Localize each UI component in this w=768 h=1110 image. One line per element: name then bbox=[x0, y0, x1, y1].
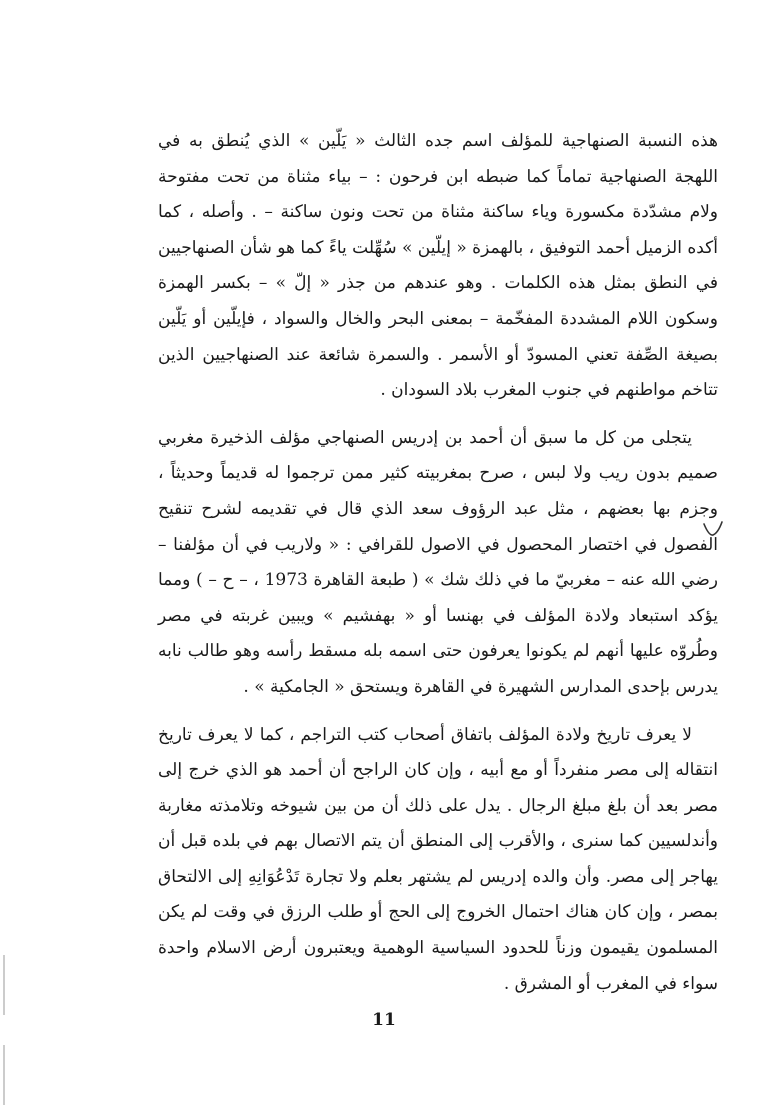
body-text bbox=[158, 124, 718, 1002]
paragraph-3: لا يعرف تاريخ ولادة المؤلف باتفاق أصحاب كتب التراجم ، كما لا يعرف تاريخ انتقاله إلى مصر منفرداً أو مع أبيه ، وإن كان الراجح أن أحمد هو الذي خرج إلى مصر بعد أن بلغ مبلغ الرجال . يدل على ذلك أن من بين شيوخه وتلامذته مغاربة وأندلسيين كما سنرى ، والأقرب إلى المنطق أن يتم الاتصال بهم في بلده قبل أن يهاجر إلى مصر. وأن والده إدريس لم يشتهر بعلم ولا تجارة تَدْعُوَانِهِ إلى الالتحاق بمصر ، وإن كان هناك احتمال الخروج إلى الحج أو طلب الرزق في وقت لم يكن المسلمون يقيمون وزناً للحدود السياسية الوهمية ويعتبرون أرض الاسلام واحدة سواء في المغرب أو المشرق . bbox=[158, 724, 718, 994]
scan-edge-line bbox=[3, 955, 5, 1105]
checkmark-icon bbox=[702, 518, 724, 540]
page-number: 11 bbox=[372, 1010, 396, 1030]
paragraph-2: يتجلى من كل ما سبق أن أحمد بن إدريس الصنهاجي مؤلف الذخيرة مغربي صميم بدون ريب ولا لبس ، صرح بمغربيته كثير ممن ترجموا له قديماً وحديثاً ، وجزم بها بعضهم ، مثل عبد الرؤوف سعد الذي قال في تقديمه لشرح تنقيح الفصول في اختصار المحصول في الاصول للقرافي : « ولاريب في أن مؤلفنا – رضي الله عنه – مغربيّ ما في ذلك شك » ( طبعة القاهرة 1973 ، – ح – ) ومما يؤكد استبعاد ولادة المؤلف في بهنسا أو « بهفشيم » ويبين غربته في مصر وطُروّه عليها أنهم لم يكونوا يعرفون حتى اسمه بله مسقط رأسه وهو طالب نابه يدرس بإحدى المدارس الشهيرة في القاهرة ويستحق « الجامكية » . bbox=[158, 427, 719, 697]
paragraph-1: هذه النسبة الصنهاجية للمؤلف اسم جده الثالث « يَلّين » الذي يُنطق به في اللهجة الصنهاجية تماماً كما ضبطه ابن فرحون : – بياء مثناة من تحت مفتوحة ولام مشدّدة مكسورة وياء ساكنة مثناة من تحت ونون ساكنة – . وأصله ، كما أكده الزميل أحمد التوفيق ، بالهمزة « إيلّين » سُهِّلت ياءً كما هو شأن الصنهاجيين في النطق بمثل هذه الكلمات . وهو عندهم من جذر « إلّ » – بكسر الهمزة وسكون اللام المشددة المفخّمة – بمعنى البحر والخال والسواد ، فإيلّين أو يَلّين بصيغة الصِّفة تعني المسودّ أو الأسمر . والسمرة شائعة عند الصنهاجيين الذين تتاخم مواطنهم في جنوب المغرب بلاد السودان . bbox=[158, 131, 719, 401]
